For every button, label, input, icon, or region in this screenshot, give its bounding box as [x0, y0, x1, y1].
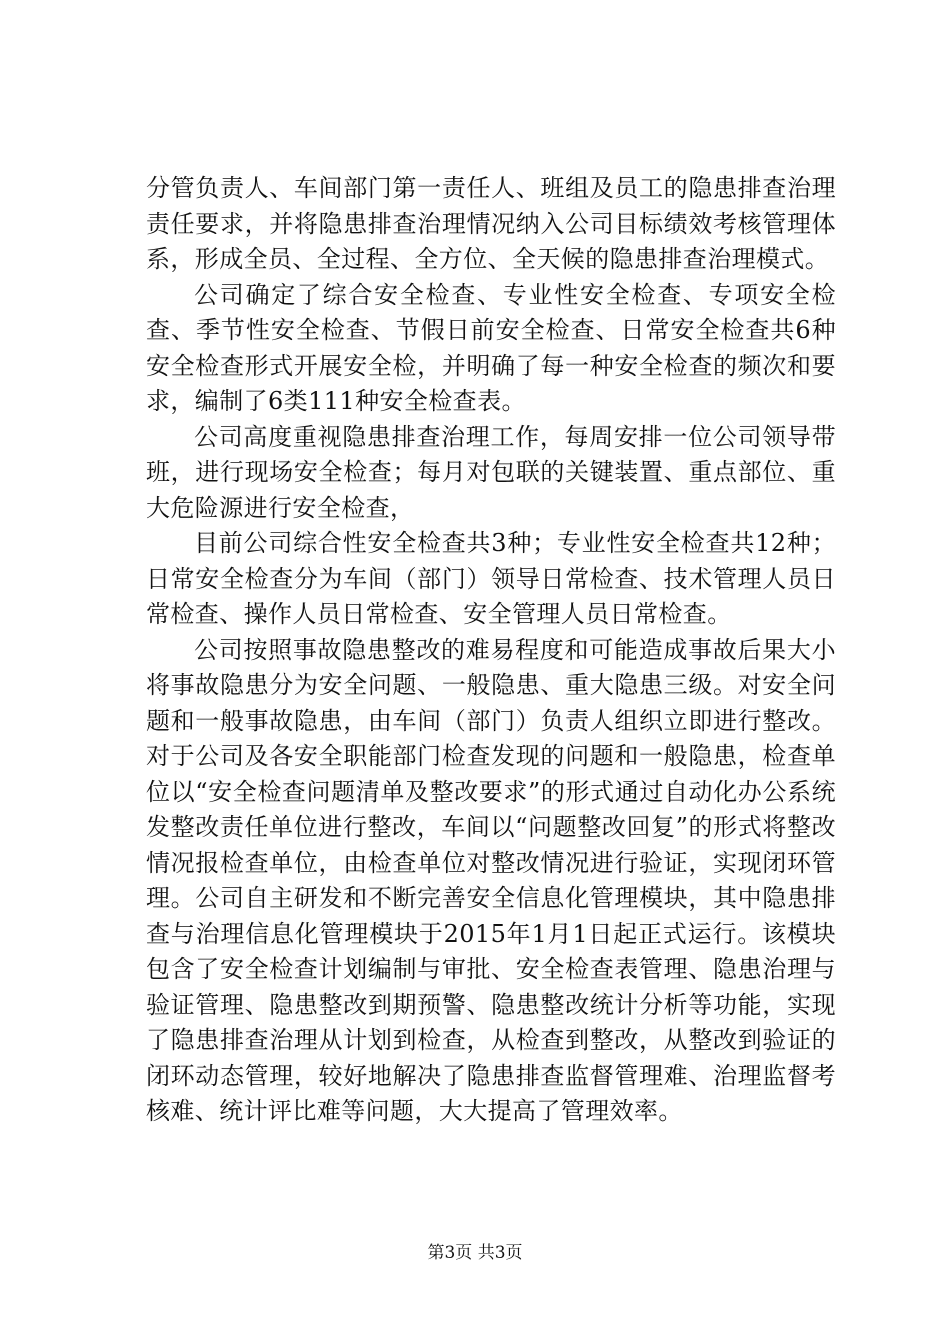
paragraph-inspection-counts: 目前公司综合性安全检查共3种；专业性安全检查共12种；日常安全检查分为车间（部门）领导日常检查、技术管理人员日常检查、操作人员日常检查、安全管理人员日常检查。	[146, 529, 836, 628]
paragraph-hazard-rectification: 公司按照事故隐患整改的难易程度和可能造成事故后果大小将事故隐患分为安全问题、一般隐患、重大隐患三级。对安全问题和一般事故隐患，由车间（部门）负责人组织立即进行整改。对于公司及各安全职能部门检查发现的问题和一般隐患，检查单位以“安全检查问题清单及整改要求”的形式通过自动化办公系统发整改责任单位进行整改，车间以“问题整改回复”的形式将整改情况报检查单位，由检查单位对整改情况进行验证，实现闭环管理。公司自主研发和不断完善安全信息化管理模块，其中隐患排查与治理信息化管理模块于2015年1月1日起正式运行。该模块包含了安全检查计划编制与审批、安全检查表管理、隐患治理与验证管理、隐患整改到期预警、隐患整改统计分析等功能，实现了隐患排查治理从计划到检查，从检查到整改，从整改到验证的闭环动态管理，较好地解决了隐患排查监督管理难、治理监督考核难、统计评比难等问题，大大提高了管理效率。	[146, 635, 836, 1125]
paragraph-inspection-forms: 公司确定了综合安全检查、专业性安全检查、专项安全检查、季节性安全检查、节假日前安全检查、日常安全检查共6种安全检查形式开展安全检，并明确了每一种安全检查的频次和要求，编制了6类111种安全检查表。	[146, 280, 836, 415]
document-body	[146, 171, 836, 1130]
page-footer: 第3页 共3页	[427, 1243, 523, 1263]
paragraph-leadership-checks: 公司高度重视隐患排查治理工作，每周安排一位公司领导带班，进行现场安全检查；每月对包联的关键装置、重点部位、重大危险源进行安全检查，	[146, 422, 836, 522]
paragraph-continuation: 分管负责人、车间部门第一责任人、班组及员工的隐患排查治理责任要求，并将隐患排查治理情况纳入公司目标绩效考核管理体系，形成全员、全过程、全方位、全天候的隐患排查治理模式。	[146, 174, 836, 273]
